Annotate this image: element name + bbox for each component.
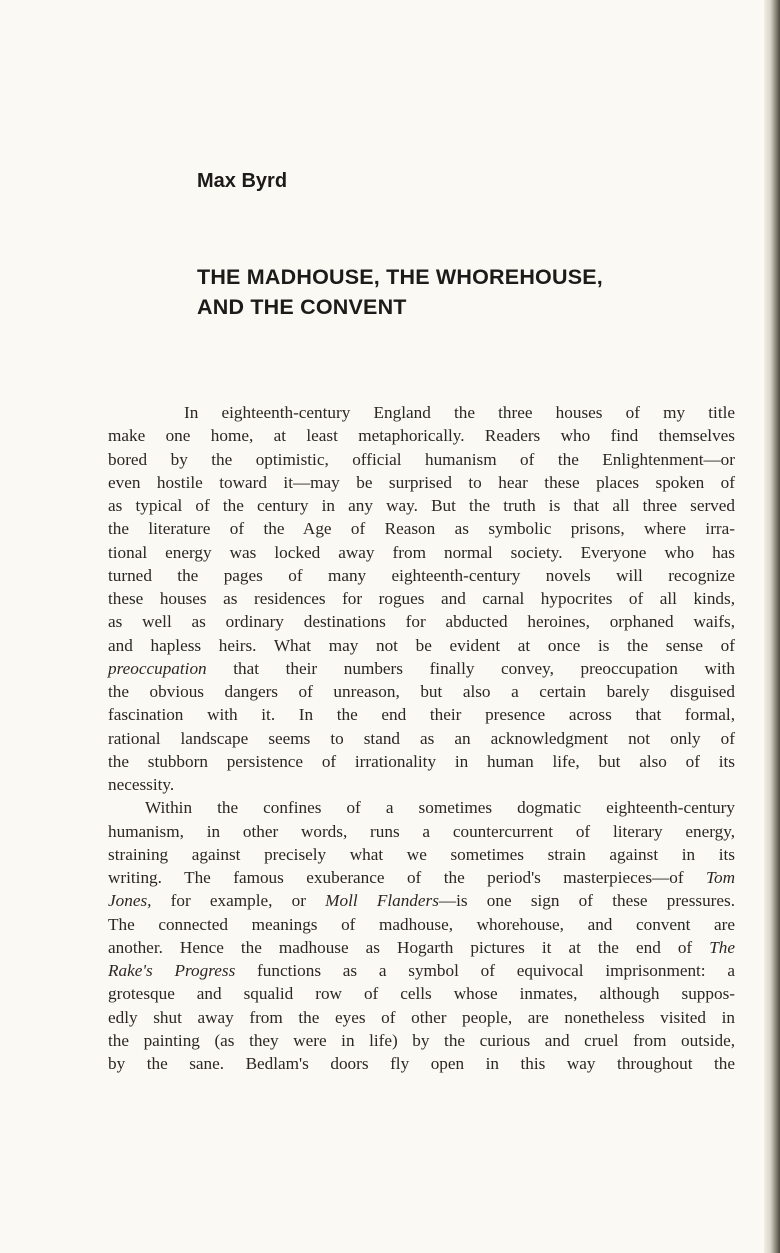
italic-text: The [709,937,735,957]
text-span: tional energy was locked away from normal society. Everyone who has [108,542,735,562]
text-span: as typical of the century in any way. But the truth is that all three served [108,496,735,515]
text-line [108,424,735,447]
italic-text: Tom [706,868,735,887]
text-line [108,541,735,564]
text-line [108,564,735,587]
text-line [108,982,735,1005]
text-line [108,587,735,610]
text-span: turned the pages of many eighteenth-century novels will recognize [108,565,735,585]
text-span: that their numbers finally convey, preoccupation with [206,658,735,678]
chapter-title [197,262,603,322]
text-span: functions as a symbol of equivocal imprisonment: a [235,961,735,980]
text-line [108,657,735,680]
text-span: by the sane. Bedlam's doors fly open in this way throughout the [108,1054,735,1073]
text-line [108,494,735,517]
body-text [108,401,735,1075]
text-line [108,401,735,424]
text-line [108,634,735,657]
text-line [108,889,735,912]
text-line [108,1029,735,1052]
text-line [108,1052,735,1075]
text-span: —is one sign of these pressures. [438,891,735,911]
text-span: the stubborn persistence of irrationality in human life, but also of its [108,751,735,771]
author-name: Max Byrd [197,170,288,192]
text-line [108,448,735,471]
text-span: the painting (as they were in life) by the curious and cruel from outside, [108,1030,735,1050]
text-span: bored by the optimistic, official humanism of the Enlightenment—or [108,449,735,469]
text-span: the literature of the Age of Reason as symbolic prisons, where irra- [108,519,735,539]
text-line [108,750,735,773]
text-span: the obvious dangers of unreason, but also a certain barely disguised [108,682,735,701]
text-span: these houses as residences for rogues and carnal hypocrites of all kinds, [108,589,735,608]
text-span: In eighteenth-century England the three houses of my title [184,403,735,422]
text-span: fascination with it. In the end their presence across that formal, [108,705,735,725]
text-line [108,913,735,936]
text-line [108,773,735,796]
text-span: even hostile toward it—may be surprised to hear these places spoken of [108,472,735,492]
text-line [108,471,735,494]
chapter-title-line: AND THE CONVENT [197,295,407,319]
text-line [108,843,735,866]
text-span: rational landscape seems to stand as an acknowledgment not only of [108,728,735,748]
text-span: humanism, in other words, runs a countercurrent of literary energy, [108,821,735,841]
text-span: Within the confines of a sometimes dogmatic eighteenth-century [145,798,735,818]
italic-text: Moll Flanders [325,891,439,911]
text-line [108,703,735,726]
text-span: edly shut away from the eyes of other people, are nonetheless visited in [108,1007,735,1027]
italic-text: Rake's Progress [108,961,236,980]
text-line [108,610,735,633]
text-span: necessity. [108,775,175,794]
text-span: for example, or [151,891,326,911]
text-line [108,820,735,843]
text-span: grotesque and squalid row of cells whose inmates, although suppos- [108,984,735,1004]
chapter-title-line: THE MADHOUSE, THE WHOREHOUSE, [197,265,603,289]
page-edge-shadow [764,0,780,1253]
text-span: straining against precisely what we sometimes strain against in its [108,844,735,864]
text-line [108,866,735,889]
text-span: another. Hence the madhouse as Hogarth pictures it at the end of [108,937,710,957]
text-line [108,727,735,750]
text-span: writing. The famous exuberance of the period's masterpieces—of [108,868,706,887]
text-span: The connected meanings of madhouse, whorehouse, and convent are [108,914,735,934]
text-span: as well as ordinary destinations for abducted heroines, orphaned waifs, [108,612,735,632]
text-line [108,517,735,540]
italic-text: preoccupation [108,658,207,678]
text-line [108,796,735,819]
text-span: and hapless heirs. What may not be evident at once is the sense of [108,635,735,655]
text-line [108,959,735,982]
text-line [108,1006,735,1029]
text-line [108,680,735,703]
italic-text: Jones, [108,891,152,911]
text-line [108,936,735,959]
text-span: make one home, at least metaphorically. Readers who find themselves [108,426,735,446]
